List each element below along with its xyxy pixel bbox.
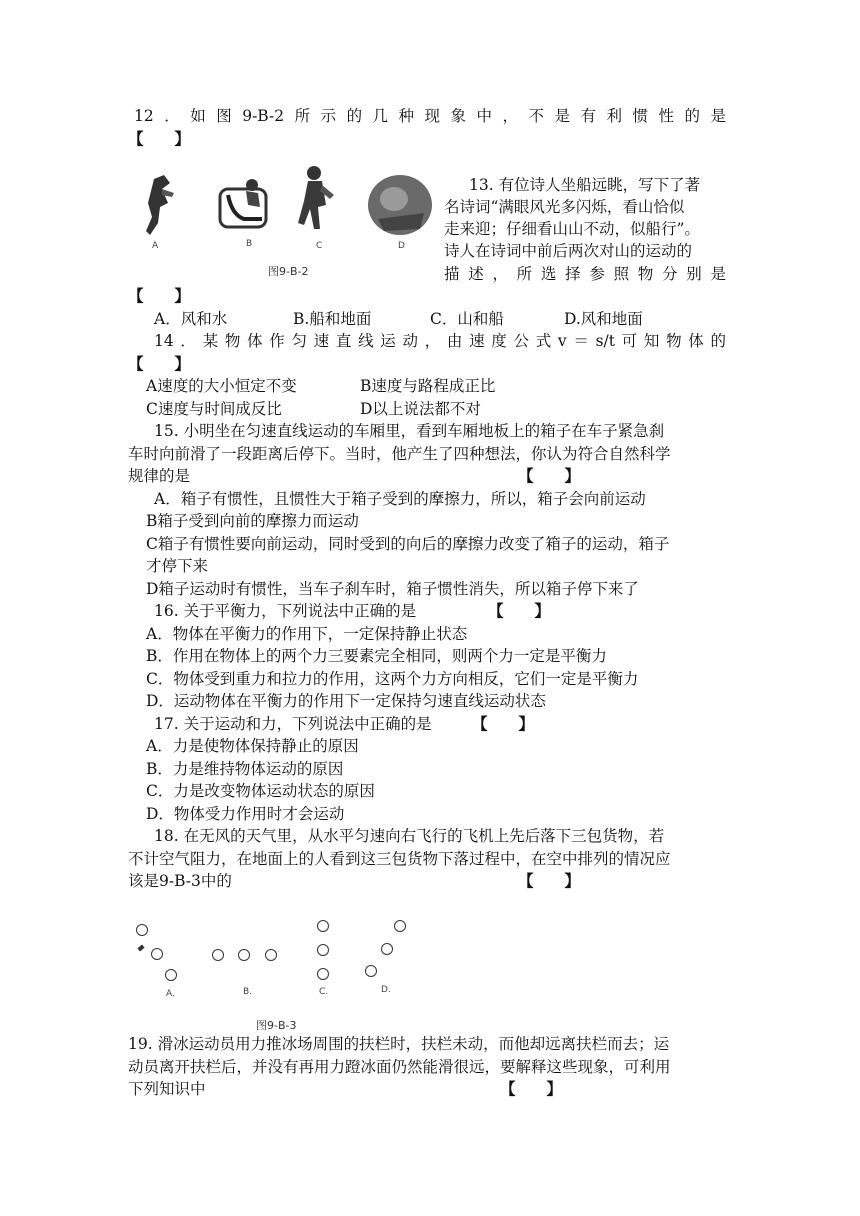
q17-option-a[interactable]: A．力是使物体保持静止的原因 <box>146 737 359 755</box>
figure-c-label: C <box>316 241 323 251</box>
q15-stem-line-2: 车时向前滑了一段距离后停下。当时，他产生了四种想法，你认为符合自然科学 <box>128 445 671 463</box>
q14-option-d[interactable]: D以上说法都不对 <box>360 400 481 418</box>
figure-b-package-1 <box>212 949 224 961</box>
q14-answer-bracket[interactable]: 【 】 <box>128 354 191 373</box>
q13-option-a[interactable]: A．风和水 <box>154 310 228 328</box>
figure-b-package-2 <box>238 949 250 961</box>
figure-9-B-2 <box>130 165 440 285</box>
figure-9-B-3-caption: 图9-B-3 <box>256 1019 297 1032</box>
figure-c-package-3 <box>317 968 329 980</box>
figure-option-b-label: B. <box>243 987 253 997</box>
q16-option-d[interactable]: D．运动物体在平衡力的作用下一定保持匀速直线运动状态 <box>146 692 546 710</box>
q14-option-a[interactable]: A速度的大小恒定不变 <box>146 377 297 395</box>
q17-option-c[interactable]: C．力是改变物体运动状态的原因 <box>146 782 375 800</box>
figure-d-scene-image <box>364 169 436 239</box>
figure-d-package-1 <box>394 920 406 932</box>
figure-9-B-3 <box>128 912 428 1034</box>
q13-option-d[interactable]: D.风和地面 <box>564 310 643 328</box>
q12-answer-bracket[interactable]: 【 】 <box>128 129 191 148</box>
q15-option-c-continued: 才停下来 <box>146 557 209 575</box>
q14-option-c[interactable]: C速度与时间成反比 <box>146 400 282 418</box>
figure-a-skydiver-image <box>140 173 180 239</box>
q18-stem-line-3: 该是9-B-3中的 <box>128 872 232 890</box>
figure-a-package-3 <box>165 969 177 981</box>
figure-a-package-1 <box>136 924 148 936</box>
q13-stem-line-1: 13. 有位诗人坐船远眺，写下了著 <box>469 176 701 194</box>
q14-option-b[interactable]: B速度与路程成正比 <box>360 377 496 395</box>
figure-c-package-1 <box>317 920 329 932</box>
q19-stem-line-3: 下列知识中 <box>128 1080 206 1098</box>
q15-stem-line-3: 规律的是 <box>128 467 191 485</box>
figure-d-label: D <box>398 241 405 251</box>
figure-b-package-3 <box>265 949 277 961</box>
figure-b-label: B <box>246 239 253 249</box>
q13-option-c[interactable]: C．山和船 <box>430 310 504 328</box>
q15-option-d[interactable]: D箱子运动时有惯性，当车子刹车时，箱子惯性消失，所以箱子停下来了 <box>146 580 639 598</box>
figure-d-package-3 <box>365 965 377 977</box>
figure-option-d-label: D. <box>381 985 391 995</box>
q16-option-c[interactable]: C．物体受到重力和拉力的作用，这两个力方向相反，它们一定是平衡力 <box>146 670 639 688</box>
q15-answer-bracket[interactable]: 【 】 <box>518 466 581 485</box>
q18-stem-line-2: 不计空气阻力，在地面上的人看到这三包货物下落过程中，在空中排列的情况应 <box>128 850 671 868</box>
q15-stem-line-1: 15. 小明坐在匀速直线运动的车厢里，看到车厢地板上的箱子在车子紧急刹 <box>154 422 665 440</box>
q19-answer-bracket[interactable]: 【 】 <box>500 1079 563 1098</box>
q13-stem-line-5: 描述，所选择参照物分别是 <box>444 265 726 283</box>
figure-a-package-2 <box>151 948 163 960</box>
q13-answer-bracket[interactable]: 【 】 <box>128 286 191 305</box>
figure-c-package-2 <box>317 944 329 956</box>
figure-b-car-seat-image <box>214 175 274 235</box>
q16-option-b[interactable]: B．作用在物体上的两个力三要素完全相同，则两个力一定是平衡力 <box>146 647 607 665</box>
q16-stem: 16. 关于平衡力，下列说法中正确的是 <box>154 602 417 620</box>
q18-stem-line-1: 18. 在无风的天气里，从水平匀速向右飞行的飞机上先后落下三包货物，若 <box>154 827 665 845</box>
figure-option-c-label: C. <box>319 987 329 997</box>
figure-9-B-2-caption: 图9-B-2 <box>268 265 309 278</box>
q17-stem: 17. 关于运动和力，下列说法中正确的是 <box>154 715 432 733</box>
q19-stem-line-2: 动员离开扶栏后，并没有再用力蹬冰面仍然能滑很远，要解释这些现象，可利用 <box>128 1058 671 1076</box>
q15-option-c[interactable]: C箱子有惯性要向前运动，同时受到的向后的摩擦力改变了箱子的运动，箱子 <box>146 535 670 553</box>
q18-answer-bracket[interactable]: 【 】 <box>518 871 581 890</box>
q17-option-d[interactable]: D．物体受力作用时才会运动 <box>146 805 345 823</box>
q15-option-b[interactable]: B箱子受到向前的摩擦力而运动 <box>146 512 359 530</box>
figure-c-runner-image <box>290 165 340 237</box>
figure-d-package-2 <box>381 943 393 955</box>
figure-a-label: A <box>152 241 159 251</box>
q13-stem-line-3: 走来迎；仔细看山山不动，似船行”。 <box>444 220 700 238</box>
q15-option-a[interactable]: A．箱子有惯性，且惯性大于箱子受到的摩擦力，所以，箱子会向前运动 <box>154 490 646 508</box>
q17-option-b[interactable]: B．力是维持物体运动的原因 <box>146 760 344 778</box>
q13-stem-line-4: 诗人在诗词中前后两次对山的运动的 <box>444 242 693 260</box>
q14-stem: 14．某物体作匀速直线运动，由速度公式v＝s/t可知物体的 <box>154 332 726 350</box>
q16-option-a[interactable]: A．物体在平衡力的作用下，一定保持静止状态 <box>146 625 468 643</box>
q12-stem: 12．如图9-B-2所示的几种现象中，不是有利惯性的是 <box>134 107 726 125</box>
q13-stem-line-2: 名诗词“满眼风光多闪烁，看山恰似 <box>444 198 685 216</box>
q19-stem-line-1: 19. 滑冰运动员用力推冰场周围的扶栏时，扶栏未动，而他却远离扶栏而去；运 <box>128 1035 670 1053</box>
figure-option-a-label: A. <box>166 989 175 999</box>
q16-answer-bracket[interactable]: 【 】 <box>488 601 551 620</box>
q17-answer-bracket[interactable]: 【 】 <box>472 714 535 733</box>
q13-option-b[interactable]: B.船和地面 <box>293 310 372 328</box>
figure-a-plane-mark <box>137 945 144 952</box>
